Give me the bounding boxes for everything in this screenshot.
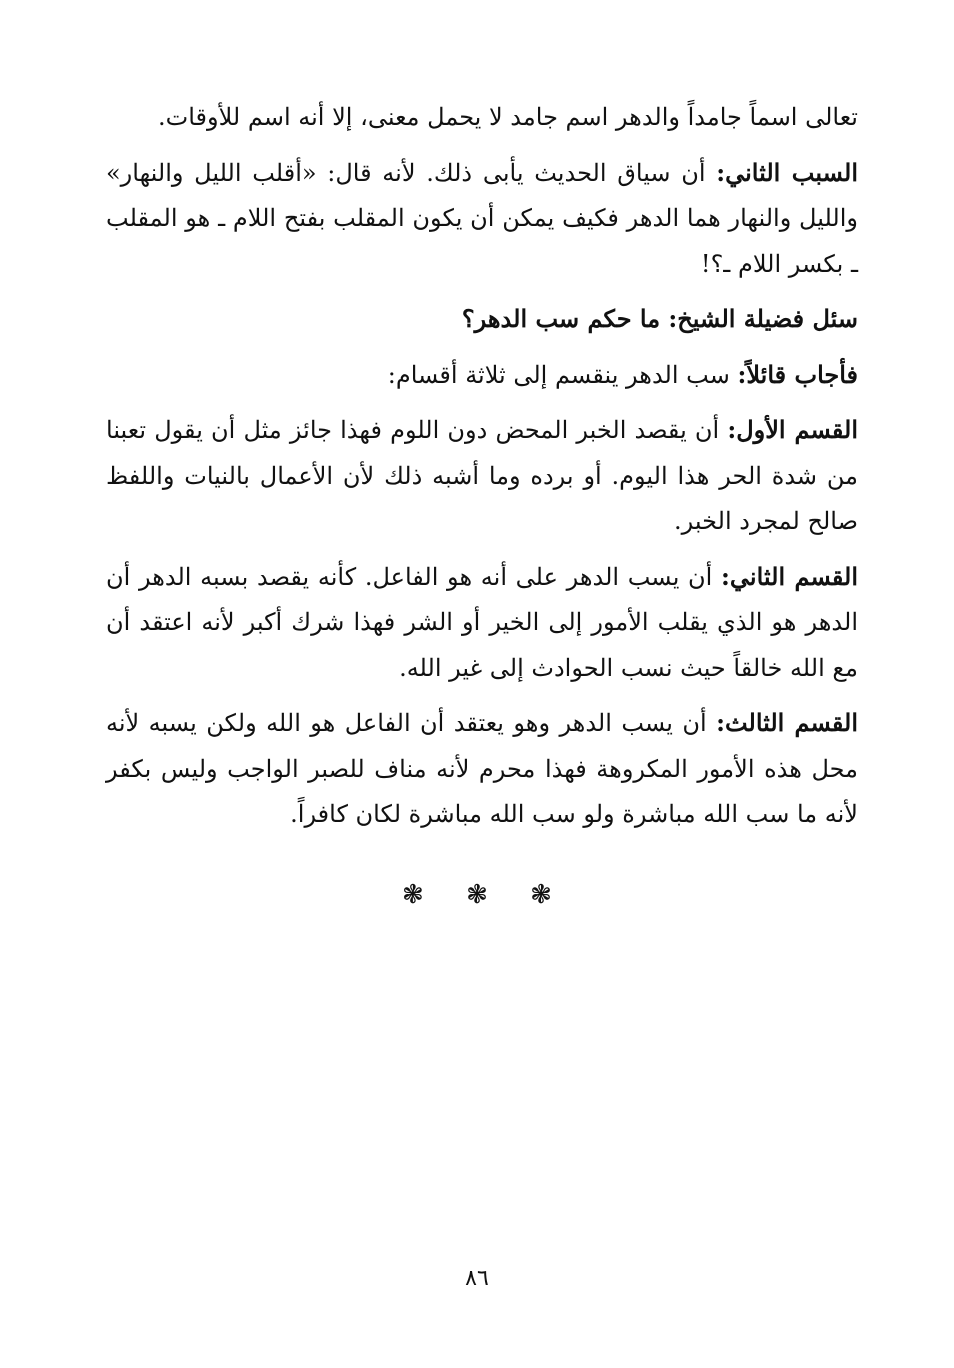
paragraph-text: أن يسب الدهر وهو يعتقد أن الفاعل هو الله ولكن يسبه لأنه محل هذه الأمور المكروهة فهذا محرم لأنه مناف للصبر الواجب وليس بكفر لأنه ما سب الله مباشرة ولو سب الله مباشرة لكان كافراً. <box>106 709 858 828</box>
paragraph-text: أن يسب الدهر على أنه هو الفاعل. كأنه يقصد بسبه الدهر أن الدهر هو الذي يقلب الأمور إلى الخير أو الشر فهذا شرك أكبر لأنه اعتقد أن مع الله خالقاً حيث نسب الحوادث إلى غير الله. <box>106 562 858 682</box>
paragraph-lead: فأجاب قائلاً: <box>737 359 858 389</box>
paragraph-third-section <box>106 700 858 838</box>
body-text <box>106 94 858 847</box>
paragraph-second-reason <box>106 150 858 288</box>
paragraph-continuation <box>106 94 858 141</box>
question-heading <box>106 296 858 343</box>
paragraph-lead: القسم الأول: <box>727 415 858 444</box>
paragraph-lead: السبب الثاني: <box>716 157 858 187</box>
paragraph-text: أن سياق الحديث يأبى ذلك. لأنه قال: «أقلب الليل والنهار» والليل والنهار هما الدهر فكيف يمكن أن يكون المقلب بفتح اللام ـ هو المقلب ـ بكسر اللام ـ؟! <box>106 158 858 278</box>
question-text: سئل فضيلة الشيخ: ما حكم سب الدهر؟ <box>461 304 858 333</box>
section-divider <box>0 880 954 910</box>
paragraph-lead: القسم الثالث: <box>716 708 858 737</box>
answer-intro <box>106 352 858 399</box>
paragraph-text: أن يقصد الخبر المحض دون اللوم فهذا جائز مثل أن يقول تعبنا من شدة الحر هذا اليوم. أو برده وما أشبه ذلك لأن الأعمال بالنيات واللفظ صالح لمجرد الخبر. <box>106 416 858 535</box>
page-number: ٨٦ <box>465 1266 489 1291</box>
flower-ornament-icon: ❃ <box>530 880 552 910</box>
paragraph-lead: القسم الثاني: <box>721 561 859 591</box>
paragraph-second-section <box>106 554 858 692</box>
paragraph-text: تعالى اسماً جامداً والدهر اسم جامد لا يحمل معنى، إلا أنه اسم للأوقات. <box>158 103 858 131</box>
paragraph-first-section <box>106 407 858 545</box>
flower-ornament-icon: ❃ <box>402 880 424 910</box>
flower-ornament-icon: ❃ <box>466 880 488 910</box>
paragraph-text: سب الدهر ينقسم إلى ثلاثة أقسام: <box>387 360 738 389</box>
